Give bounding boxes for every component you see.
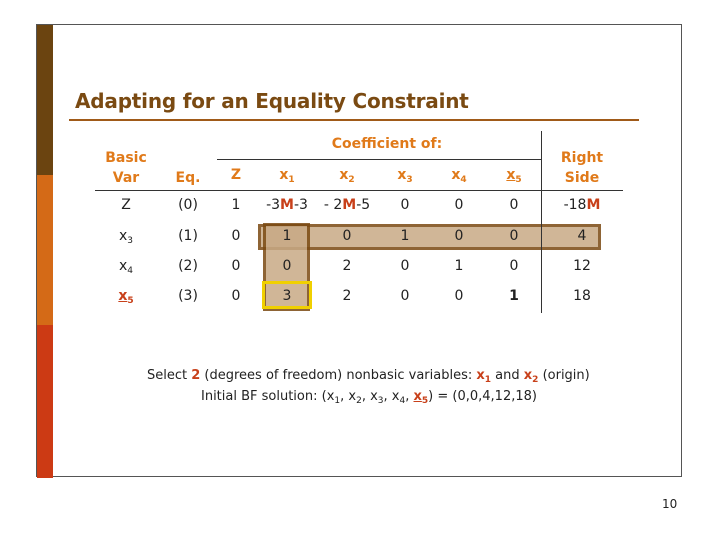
header-basic: Basic xyxy=(105,150,147,166)
row2-var: $x_4$ xyxy=(118,258,134,276)
sidebar-segment-red xyxy=(37,325,53,478)
row2-x1: 0 xyxy=(282,258,292,274)
sidebar-segment-orange xyxy=(37,175,53,325)
row1-eq: (1) xyxy=(178,228,198,244)
row1-x4: 0 xyxy=(454,228,464,244)
row0-x1: -3M-3 xyxy=(266,197,308,213)
row3-x2: 2 xyxy=(342,288,352,304)
row2-x5: 0 xyxy=(509,258,519,274)
row3-var: $x_5$ xyxy=(118,288,134,306)
row0-eq: (0) xyxy=(178,197,198,213)
header-x1: $x_1$ xyxy=(279,167,295,185)
row3-eq: (3) xyxy=(178,288,198,304)
row0-x4: 0 xyxy=(454,197,464,213)
row2-x4: 1 xyxy=(454,258,464,274)
sidebar-segment-brown xyxy=(37,25,53,175)
note-degrees-of-freedom: Select 2 (degrees of freedom) nonbasic variables: $x_1$ and $x_2$ (origin) xyxy=(147,368,590,385)
row0-var: Z xyxy=(121,197,131,213)
header-x2: $x_2$ xyxy=(339,167,355,185)
right-side-divider xyxy=(541,131,542,313)
row1-x2: 0 xyxy=(342,228,352,244)
header-x3: $x_3$ xyxy=(397,167,413,185)
row3-x4: 0 xyxy=(454,288,464,304)
row1-x3: 1 xyxy=(400,228,410,244)
row2-x2: 2 xyxy=(342,258,352,274)
decorative-sidebar xyxy=(37,25,53,478)
row2-x3: 0 xyxy=(400,258,410,274)
slide-title: Adapting for an Equality Constraint xyxy=(75,89,469,113)
header-bottom-rule xyxy=(95,190,623,191)
row1-x1: 1 xyxy=(282,228,292,244)
header-x5: $x_5$ xyxy=(506,167,522,185)
header-side: Side xyxy=(564,170,600,186)
row0-x3: 0 xyxy=(400,197,410,213)
slide xyxy=(36,24,682,477)
row1-x5: 0 xyxy=(509,228,519,244)
row3-z: 0 xyxy=(231,288,241,304)
row1-z: 0 xyxy=(231,228,241,244)
note-initial-bf-solution: Initial BF solution: ($x_1$, $x_2$, $x_3$, $x_4$, $x_5) = (0,0,4,12,18)$ xyxy=(201,389,537,406)
row0-z: 1 xyxy=(231,197,241,213)
page-number: 10 xyxy=(662,497,678,511)
header-z: Z xyxy=(230,167,242,183)
row2-rhs: 12 xyxy=(573,258,591,274)
coefficient-header: Coefficient of: xyxy=(331,136,443,152)
row3-x5: 1 xyxy=(509,288,519,304)
row2-eq: (2) xyxy=(178,258,198,274)
row1-rhs: 4 xyxy=(577,228,587,244)
row0-x5: 0 xyxy=(509,197,519,213)
header-var: Var xyxy=(112,170,140,186)
coefficient-header-rule xyxy=(217,159,541,160)
row0-rhs: -18M xyxy=(563,197,601,213)
header-right: Right xyxy=(560,150,604,166)
row1-var: $x_3$ xyxy=(118,228,134,246)
header-eq: Eq. xyxy=(175,170,201,186)
row3-rhs: 18 xyxy=(573,288,591,304)
row0-x2: - 2M-5 xyxy=(323,197,371,213)
row2-z: 0 xyxy=(231,258,241,274)
row3-x3: 0 xyxy=(400,288,410,304)
header-x4: $x_4$ xyxy=(451,167,467,185)
title-underline xyxy=(69,119,639,121)
row3-x1: 3 xyxy=(282,288,292,304)
